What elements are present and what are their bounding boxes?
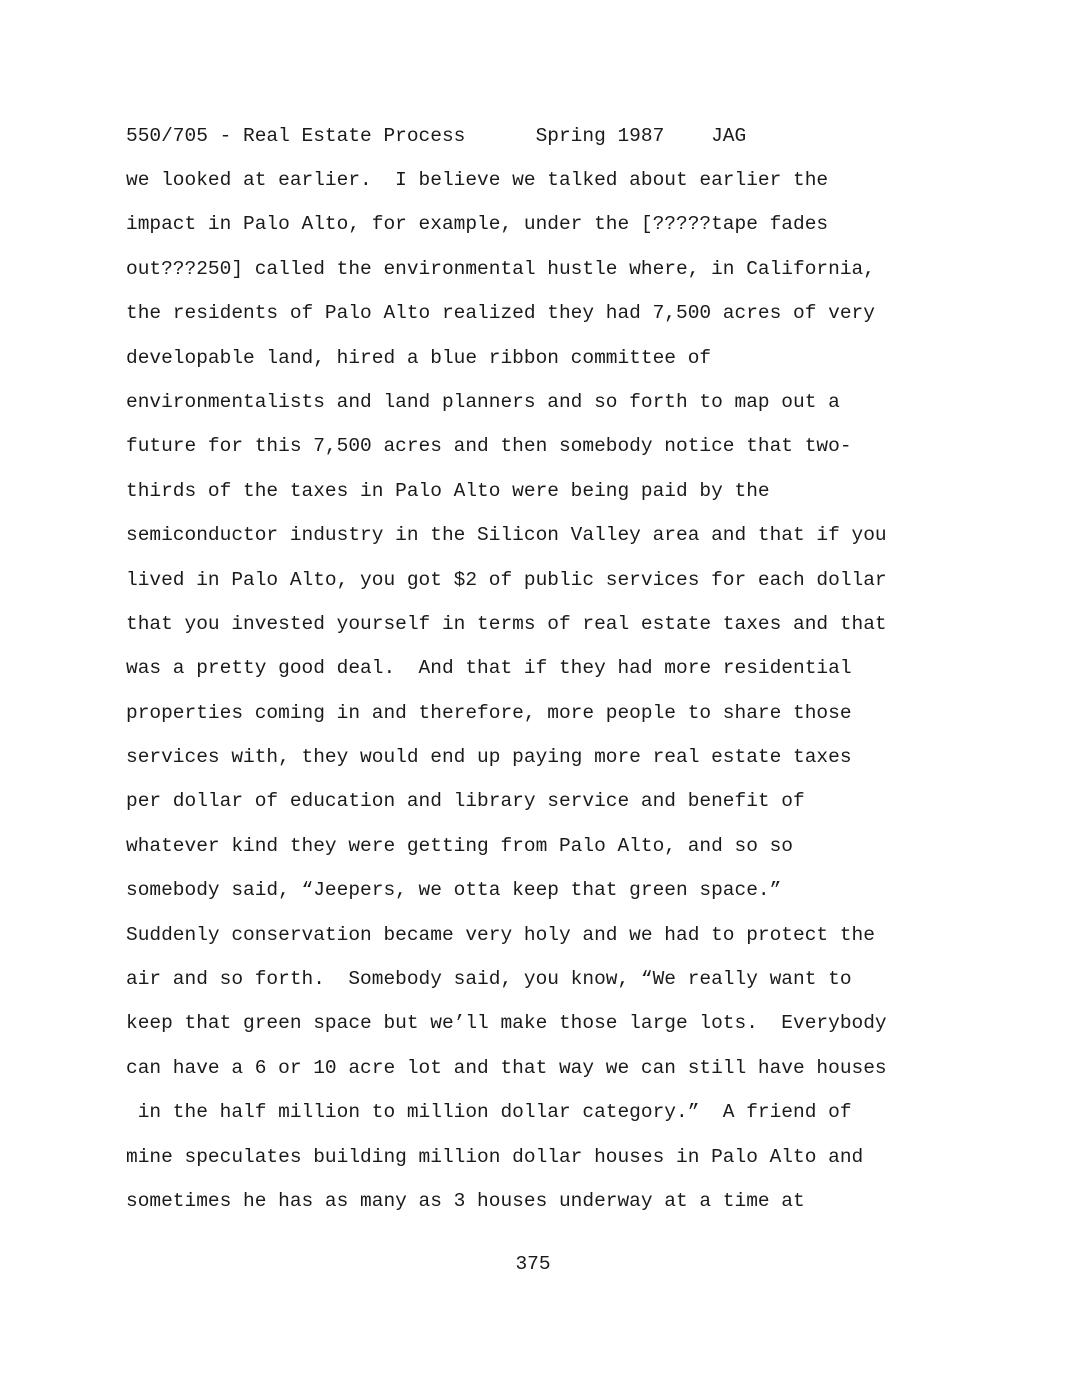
text-line: whatever kind they were getting from Palo Alto, and so so <box>126 834 794 857</box>
text-line: developable land, hired a blue ribbon committee of <box>126 346 712 369</box>
page-header: 550/705 - Real Estate Process Spring 1987 JAG <box>126 125 747 147</box>
text-line: sometimes he has as many as 3 houses underway at a time at <box>126 1189 805 1212</box>
text-line: that you invested yourself in terms of real estate taxes and that <box>126 612 887 635</box>
text-line: air and so forth. Somebody said, you know, “We really want to <box>126 968 852 991</box>
text-line: per dollar of education and library service and benefit of <box>126 790 805 813</box>
text-line: lived in Palo Alto, you got $2 of public services for each dollar <box>126 568 887 591</box>
text-line: keep that green space but we’ll make those large lots. Everybody <box>126 1012 887 1035</box>
text-line: out???250] called the environmental hustle where, in California, <box>126 257 875 280</box>
text-line: semiconductor industry in the Silicon Valley area and that if you <box>126 524 887 547</box>
text-line: the residents of Palo Alto realized they had 7,500 acres of very <box>126 302 875 325</box>
text-line: was a pretty good deal. And that if they had more residential <box>126 657 852 680</box>
text-line: Suddenly conservation became very holy and we had to protect the <box>126 923 875 946</box>
text-line: we looked at earlier. I believe we talked about earlier the <box>126 169 829 191</box>
text-line: future for this 7,500 acres and then somebody notice that two- <box>126 435 852 458</box>
text-line: can have a 6 or 10 acre lot and that way we can still have houses <box>126 1056 887 1079</box>
text-line: impact in Palo Alto, for example, under the [?????tape fades <box>126 213 829 236</box>
text-line: services with, they would end up paying more real estate taxes <box>126 746 852 769</box>
text-line: properties coming in and therefore, more people to share those <box>126 701 852 724</box>
text-line: in the half million to million dollar category.” A friend of <box>126 1101 852 1124</box>
page-number: 375 <box>515 1253 551 1275</box>
text-line: mine speculates building million dollar houses in Palo Alto and <box>126 1145 864 1168</box>
text-line: environmentalists and land planners and so forth to map out a <box>126 390 840 413</box>
transcript-body <box>126 168 887 1233</box>
text-line: thirds of the taxes in Palo Alto were being paid by the <box>126 479 770 502</box>
text-line: somebody said, “Jeepers, we otta keep that green space.” <box>126 879 782 902</box>
